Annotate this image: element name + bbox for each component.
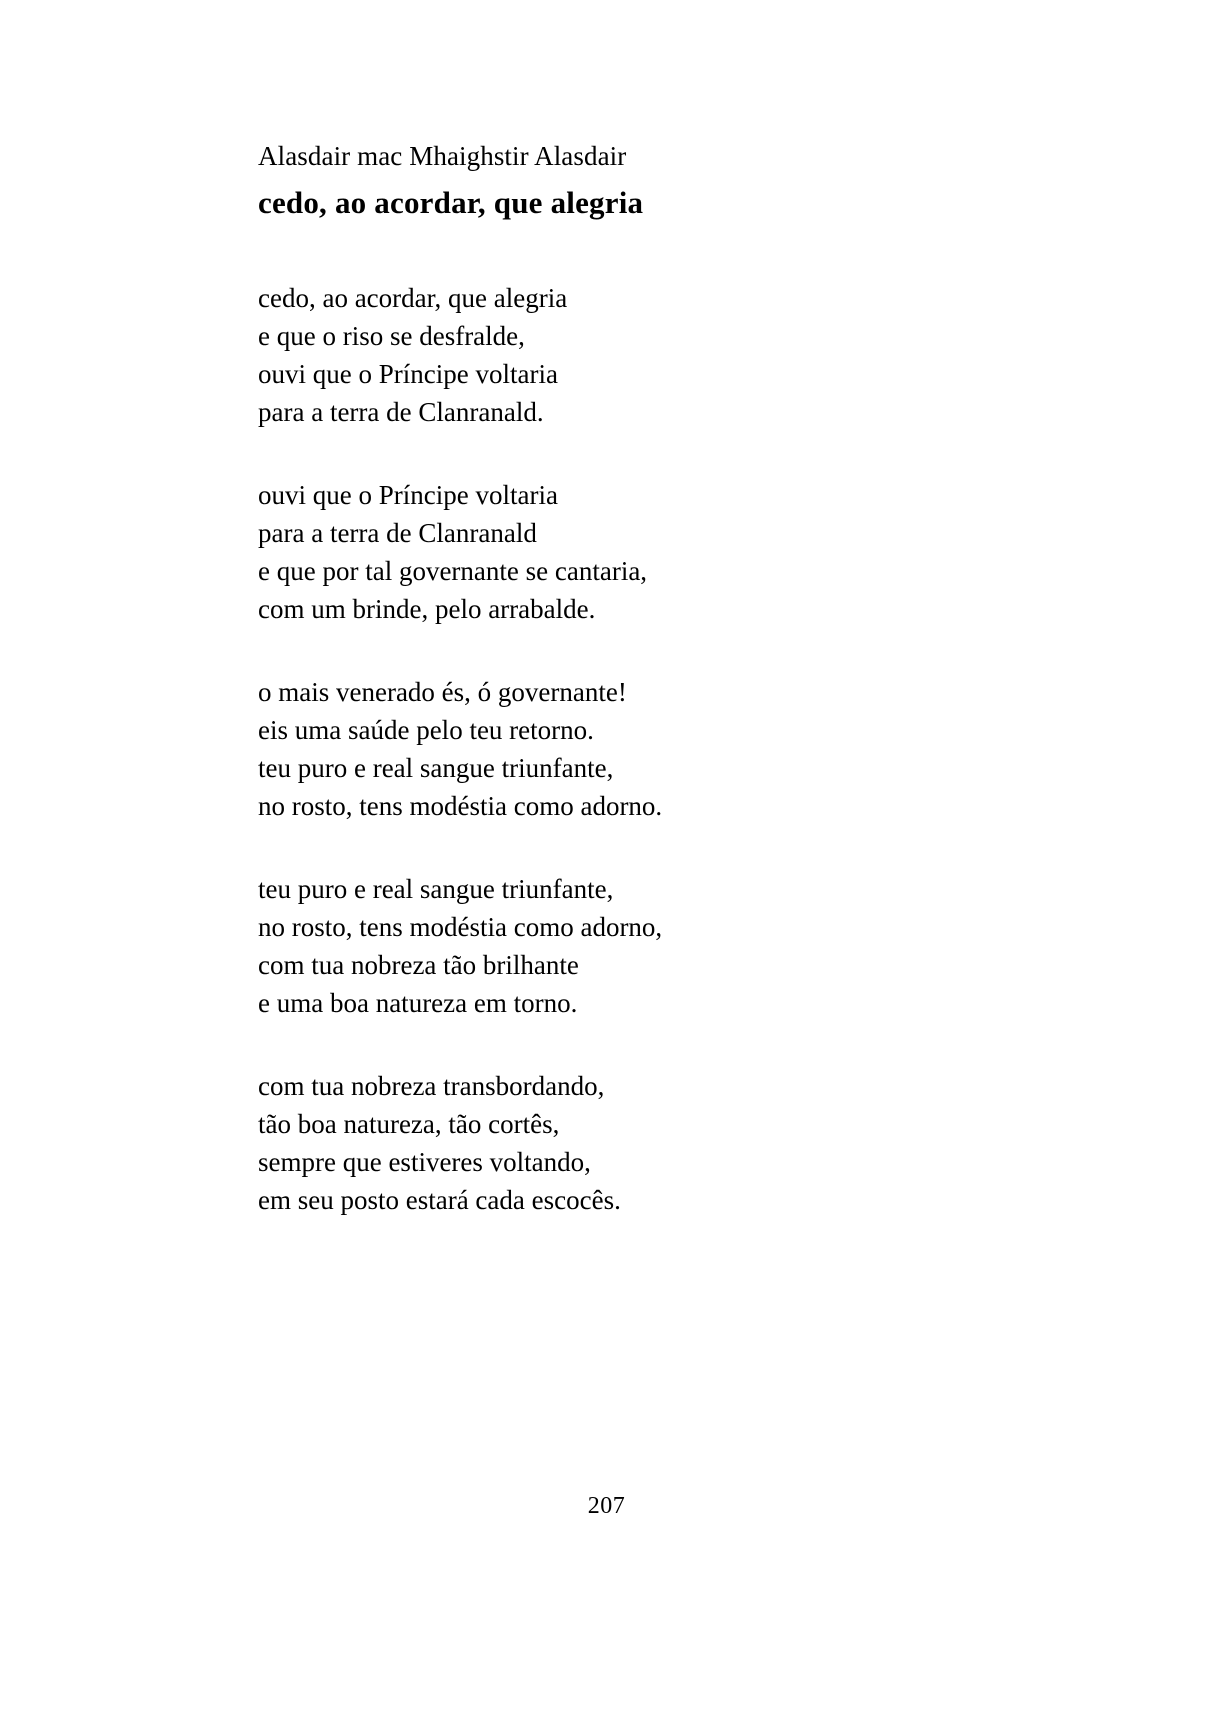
page-number: 207 bbox=[587, 1493, 626, 1519]
poem-line: o mais venerado és, ó governante! bbox=[258, 677, 627, 708]
poem-line: tão boa natureza, tão cortês, bbox=[258, 1109, 560, 1140]
stanza bbox=[258, 476, 1018, 628]
poem-line: ouvi que o Príncipe voltaria bbox=[258, 480, 558, 511]
poem-body bbox=[258, 279, 1018, 1219]
poem-line: para a terra de Clanranald bbox=[258, 518, 537, 549]
stanza bbox=[258, 279, 1018, 431]
stanza bbox=[258, 870, 1018, 1022]
page-title: cedo, ao acordar, que alegria bbox=[258, 185, 644, 221]
poem-line: com um brinde, pelo arrabalde. bbox=[258, 594, 596, 625]
poem-line: e que por tal governante se cantaria, bbox=[258, 556, 648, 587]
poem-line: com tua nobreza transbordando, bbox=[258, 1071, 605, 1102]
poem-line: com tua nobreza tão brilhante bbox=[258, 950, 579, 981]
poem-line: teu puro e real sangue triunfante, bbox=[258, 874, 614, 905]
poem-line: eis uma saúde pelo teu retorno. bbox=[258, 715, 594, 746]
poem-line: teu puro e real sangue triunfante, bbox=[258, 753, 614, 784]
poem-line: cedo, ao acordar, que alegria bbox=[258, 283, 568, 314]
poem-line: no rosto, tens modéstia como adorno, bbox=[258, 912, 663, 943]
poem-line: sempre que estiveres voltando, bbox=[258, 1147, 591, 1178]
poem-line: e que o riso se desfralde, bbox=[258, 321, 525, 352]
poem-line: em seu posto estará cada escocês. bbox=[258, 1185, 621, 1216]
poem-author: Alasdair mac Mhaighstir Alasdair bbox=[258, 141, 627, 171]
poem-line: no rosto, tens modéstia como adorno. bbox=[258, 791, 663, 822]
poem-line: e uma boa natureza em torno. bbox=[258, 988, 578, 1019]
poem-line: para a terra de Clanranald. bbox=[258, 397, 544, 428]
poem-line: ouvi que o Príncipe voltaria bbox=[258, 359, 558, 390]
page-content bbox=[258, 140, 1018, 1219]
stanza bbox=[258, 1067, 1018, 1219]
stanza bbox=[258, 673, 1018, 825]
